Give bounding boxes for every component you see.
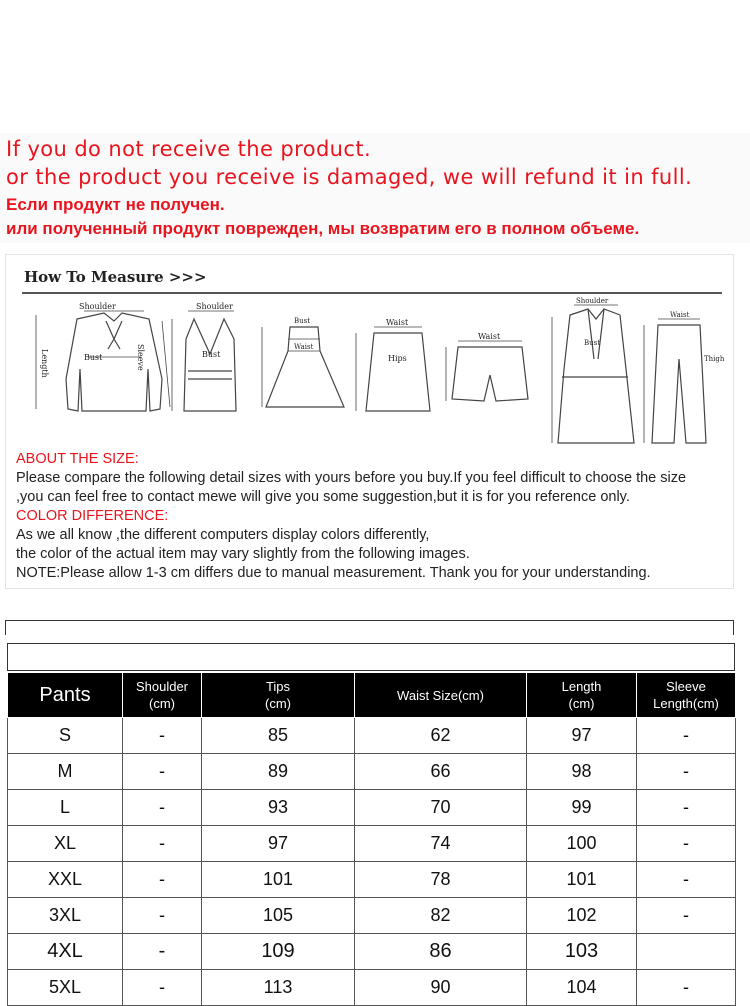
how-to-measure-panel	[5, 254, 734, 589]
svg-text:Bust: Bust	[84, 353, 103, 362]
sleeve-cell: -	[637, 718, 736, 754]
sleeve-cell	[637, 934, 736, 970]
shoulder-cell: -	[123, 970, 202, 1006]
sleeve-cell: -	[637, 898, 736, 934]
size-cell: 3XL	[8, 898, 123, 934]
svg-text:Sleeve: Sleeve	[136, 344, 145, 371]
measurement-note: NOTE:Please allow 1-3 cm differs due to manual measurement. Thank you for your understanding.	[16, 565, 651, 581]
shoulder-cell: -	[123, 862, 202, 898]
header-sleeve-length: Sleeve Length(cm)	[637, 673, 736, 718]
waist-cell: 62	[355, 718, 527, 754]
tips-cell: 109	[202, 934, 355, 970]
sleeve-cell: -	[637, 826, 736, 862]
sleeve-cell: -	[637, 862, 736, 898]
coat-diagram-icon	[552, 297, 634, 443]
skirt-diagram-icon	[356, 318, 430, 411]
svg-text:Thigh: Thigh	[704, 355, 725, 363]
svg-text:Waist: Waist	[294, 343, 314, 351]
waist-cell: 66	[355, 754, 527, 790]
svg-text:Shoulder: Shoulder	[576, 297, 609, 305]
header-tips: Tips (cm)	[202, 673, 355, 718]
size-cell: 4XL	[8, 934, 123, 970]
size-cell: L	[8, 790, 123, 826]
shoulder-cell: -	[123, 754, 202, 790]
about-size-heading: ABOUT THE SIZE:	[16, 451, 139, 467]
size-cell: S	[8, 718, 123, 754]
svg-text:Waist: Waist	[478, 332, 501, 341]
shoulder-cell: -	[123, 934, 202, 970]
table-row	[8, 718, 736, 754]
tips-cell: 113	[202, 970, 355, 1006]
notice-line-1: If you do not receive the product.	[6, 137, 372, 161]
length-cell: 102	[527, 898, 637, 934]
table-row	[8, 898, 736, 934]
table-row	[8, 754, 736, 790]
about-size-line-2: ,you can feel free to contact mewe will give you some suggestion,but it is for you reference only.	[16, 489, 630, 505]
sleeve-cell: -	[637, 790, 736, 826]
title-divider	[22, 292, 722, 294]
length-cell: 98	[527, 754, 637, 790]
table-row	[8, 790, 736, 826]
about-size-line-1: Please compare the following detail sizes with yours before you buy.If you feel difficult to choose the size	[16, 470, 687, 486]
length-cell: 99	[527, 790, 637, 826]
size-cell: 5XL	[8, 970, 123, 1006]
table-row	[8, 970, 736, 1006]
dress-diagram-icon	[262, 317, 344, 407]
svg-text:Shoulder: Shoulder	[79, 302, 116, 311]
color-difference-heading: COLOR DIFFERENCE:	[16, 508, 169, 524]
shorts-diagram-icon	[446, 332, 528, 401]
notice-line-3: Если продукт не получен.	[6, 195, 225, 214]
svg-text:Waist: Waist	[670, 311, 690, 319]
size-cell: XXL	[8, 862, 123, 898]
notice-line-4: или полученный продукт поврежден, мы возвратим его в полном объеме.	[6, 219, 640, 238]
table-header-row	[8, 673, 736, 718]
svg-text:Length: Length	[40, 349, 49, 378]
size-chart-table	[7, 672, 736, 1006]
length-cell: 97	[527, 718, 637, 754]
sleeve-cell: -	[637, 754, 736, 790]
shoulder-cell: -	[123, 826, 202, 862]
tips-cell: 85	[202, 718, 355, 754]
length-cell: 100	[527, 826, 637, 862]
svg-text:Bust: Bust	[202, 350, 221, 359]
size-cell: M	[8, 754, 123, 790]
svg-text:Bust: Bust	[584, 339, 601, 347]
length-cell: 103	[527, 934, 637, 970]
waist-cell: 70	[355, 790, 527, 826]
shoulder-cell: -	[123, 898, 202, 934]
sleeve-cell: -	[637, 970, 736, 1006]
measurement-diagrams	[22, 297, 725, 451]
tips-cell: 89	[202, 754, 355, 790]
table-row	[8, 826, 736, 862]
waist-cell: 82	[355, 898, 527, 934]
tips-cell: 101	[202, 862, 355, 898]
svg-text:Bust: Bust	[294, 317, 311, 325]
header-shoulder: Shoulder (cm)	[123, 673, 202, 718]
svg-text:Hips: Hips	[388, 354, 407, 363]
header-pants: Pants	[8, 673, 123, 718]
size-cell: XL	[8, 826, 123, 862]
notice-line-2: or the product you receive is damaged, we will refund it in full.	[6, 165, 693, 189]
waist-cell: 86	[355, 934, 527, 970]
waist-cell: 74	[355, 826, 527, 862]
pants-diagram-icon	[644, 311, 725, 443]
svg-text:Shoulder: Shoulder	[196, 302, 233, 311]
table-caption-bar	[7, 643, 735, 671]
shoulder-cell: -	[123, 718, 202, 754]
tips-cell: 93	[202, 790, 355, 826]
table-frame-top	[5, 620, 734, 635]
tips-cell: 97	[202, 826, 355, 862]
refund-notice	[0, 133, 750, 243]
table-row	[8, 934, 736, 970]
how-to-measure-title: How To Measure >>>	[24, 268, 207, 286]
tips-cell: 105	[202, 898, 355, 934]
header-waist-size: Waist Size(cm)	[355, 673, 527, 718]
table-row	[8, 862, 736, 898]
length-cell: 101	[527, 862, 637, 898]
blouse-diagram-icon	[36, 302, 170, 411]
length-cell: 104	[527, 970, 637, 1006]
shoulder-cell: -	[123, 790, 202, 826]
waist-cell: 78	[355, 862, 527, 898]
tank-top-diagram-icon	[172, 302, 236, 411]
header-length: Length (cm)	[527, 673, 637, 718]
color-difference-line-2: the color of the actual item may vary slightly from the following images.	[16, 546, 470, 562]
color-difference-line-1: As we all know ,the different computers display colors differently,	[16, 527, 430, 543]
waist-cell: 90	[355, 970, 527, 1006]
svg-text:Waist: Waist	[386, 318, 409, 327]
